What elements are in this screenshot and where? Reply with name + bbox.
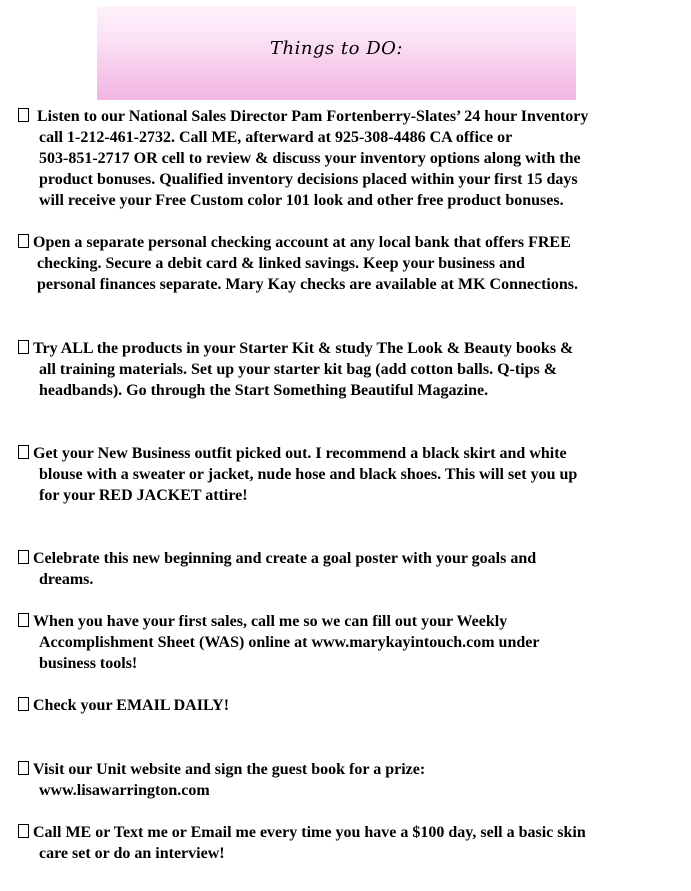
todo-line: product bonuses. Qualified inventory decisions placed within your first 15 days [39,171,578,188]
todo-line: dreams. [39,571,94,588]
checkbox-icon [18,108,29,122]
todo-line: www.lisawarrington.com [39,782,210,799]
checkbox-icon [18,340,29,354]
todo-item-weekly-sheet [18,611,678,674]
todo-line: Get your New Business outfit picked out. I recommend a black skirt and white [18,443,678,464]
todo-item-products [18,338,678,401]
checkbox-icon [18,613,29,627]
todo-line: Visit our Unit website and sign the guest book for a prize: [18,759,678,780]
todo-line: Try ALL the products in your Starter Kit & study The Look & Beauty books & [18,338,678,359]
todo-line: checking. Secure a debit card & linked savings. Keep your business and [37,255,525,272]
todo-line: for your RED JACKET attire! [39,487,248,504]
todo-line: personal finances separate. Mary Kay checks are available at MK Connections. [37,276,578,293]
todo-item-goal-poster [18,548,678,590]
checkbox-icon [18,824,29,838]
todo-line: all training materials. Set up your starter kit bag (add cotton balls. Q-tips & [39,361,558,378]
todo-line: will receive your Free Custom color 101 look and other free product bonuses. [39,192,564,209]
todo-item-unit-website [18,759,678,801]
page-title: Things to DO: [270,38,403,59]
checkbox-icon [18,697,29,711]
todo-item-outfit [18,443,678,506]
checkbox-icon [18,234,29,248]
todo-line: Check your EMAIL DAILY! [18,695,678,716]
title-banner [97,6,576,100]
todo-line: blouse with a sweater or jacket, nude hose and black shoes. This will set you up [39,466,578,483]
todo-line: Celebrate this new beginning and create a goal poster with your goals and [18,548,678,569]
todo-item-email [18,695,678,716]
todo-item-inventory [18,106,678,211]
todo-line: Call ME or Text me or Email me every time you have a $100 day, sell a basic skin [18,822,678,843]
checkbox-icon [18,550,29,564]
checkbox-icon [18,445,29,459]
todo-line: Accomplishment Sheet (WAS) online at www.marykayintouch.com under [39,634,540,651]
todo-line: Listen to our National Sales Director Pam Fortenberry-Slates’ 24 hour Inventory [18,106,678,127]
todo-line: When you have your first sales, call me so we can fill out your Weekly [18,611,678,632]
todo-line: business tools! [39,655,138,672]
todo-line: Open a separate personal checking account at any local bank that offers FREE [18,232,678,253]
todo-line: call 1-212-461-2732. Call ME, afterward at 925-308-4486 CA office or [39,129,513,146]
todo-line: 503-851-2717 OR cell to review & discuss your inventory options along with the [39,150,581,167]
todo-line: headbands). Go through the Start Something Beautiful Magazine. [39,382,489,399]
todo-item-checking [18,232,678,295]
todo-line: care set or do an interview! [39,845,225,862]
checkbox-icon [18,761,29,775]
todo-item-contact-me [18,822,678,864]
